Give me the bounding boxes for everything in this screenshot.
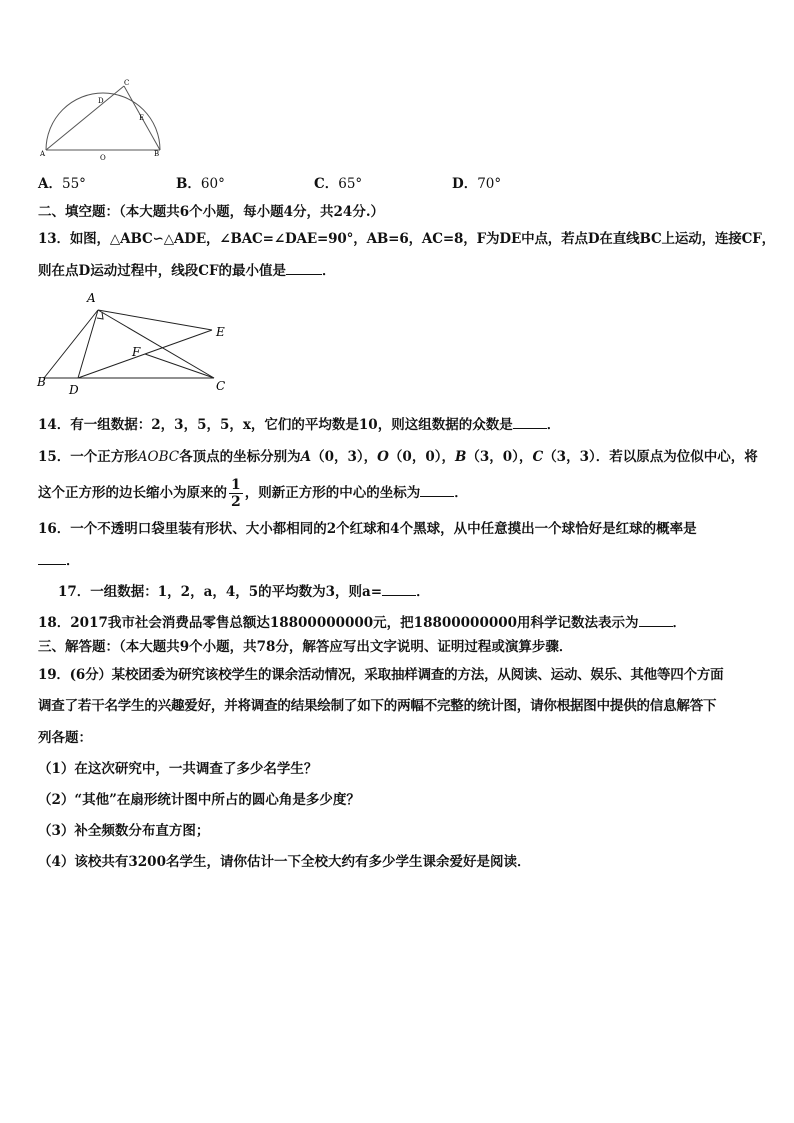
section2-heading: 二、填空题：（本大题共6个小题，每小题4分，共24分.） [38, 204, 385, 220]
triangle-figure [36, 290, 236, 398]
label-B: B [154, 150, 160, 158]
option-d: D．70° [452, 176, 502, 192]
label-O: O [100, 154, 106, 162]
q14: 14．有一组数据：2，3，5，5，x，它们的平均数是10，则这组数据的众数是 ． [38, 414, 560, 435]
fraction-one-half: $\frac{1}{2}$ [231, 477, 241, 510]
q13-line2: 则在点D运动过程中，线段CF的最小值是 ． [38, 260, 336, 281]
q13-line1: 13．如图，△ABC∽△ADE，∠BAC=∠DAE=90°，AB=6，AC=8，F为DE中点，若点D在直线BC上运动，连接CF， [38, 231, 776, 247]
q18: 18．2017我市社会消费品零售总额达18800000000元，把18800000000用科学记数法表示为 ． [38, 612, 686, 633]
q19-line3: 列各题： [38, 730, 92, 746]
q19-line1: 19．(6分）某校团委为研究该校学生的课余活动情况，采取抽样调查的方法，从阅读、运动、娱乐、其他等四个方面 [38, 667, 724, 683]
option-b: B．60° [176, 176, 225, 192]
label-C: C [124, 79, 130, 87]
q17: 17．一组数据：1，2，a，4，5的平均数为3，则a= ． [58, 581, 430, 602]
q19-part3: （3）补全频数分布直方图； [38, 823, 210, 839]
section3-heading: 三、解答题：（本大题共9个小题，共78分，解答应写出文字说明、证明过程或演算步骤． [38, 639, 573, 655]
label-B: B [37, 375, 46, 389]
label-C: C [216, 379, 226, 393]
label-D: D [98, 97, 104, 105]
label-F: F [132, 345, 141, 359]
label-A: A [40, 150, 46, 158]
q19-part4: （4）该校共有3200名学生，请你估计一下全校大约有多少学生课余爱好是阅读． [38, 854, 531, 870]
q16-line2: ． [38, 550, 80, 571]
answer-blank [420, 482, 454, 497]
answer-blank [38, 550, 66, 565]
label-D: D [69, 383, 79, 397]
answer-blank [382, 581, 416, 596]
option-a: A．55° [38, 176, 86, 192]
q16-line1: 16．一个不透明口袋里装有形状、大小都相同的2个红球和4个黑球，从中任意摸出一个球恰好是红球的概率是 [38, 521, 697, 537]
q19-part1: （1）在这次研究中，一共调查了多少名学生？ [38, 761, 318, 777]
label-E: E [216, 325, 225, 339]
q15-line2: 这个正方形的边长缩小为原来的 $\frac{1}{2}$ ，则新正方形的中心的坐标为 ． [38, 477, 468, 510]
answer-blank [639, 612, 673, 627]
q15-line1: 15．一个正方形AOBC各顶点的坐标分别为A（0，3），O（0，0），B（3，0），C（3，3）．若以原点为位似中心，将 [38, 449, 758, 465]
q19-part2: （2）“其他”在扇形统计图中所占的圆心角是多少度？ [38, 792, 360, 808]
q19-line2: 调查了若干名学生的兴趣爱好，并将调查的结果绘制了如下的两幅不完整的统计图，请你根据图中提供的信息解答下 [38, 698, 717, 714]
semicircle-figure [36, 76, 166, 162]
label-A: A [87, 291, 96, 305]
option-c: C．65° [314, 176, 363, 192]
label-E: E [139, 114, 145, 122]
answer-blank [286, 260, 322, 275]
answer-blank [513, 414, 547, 429]
